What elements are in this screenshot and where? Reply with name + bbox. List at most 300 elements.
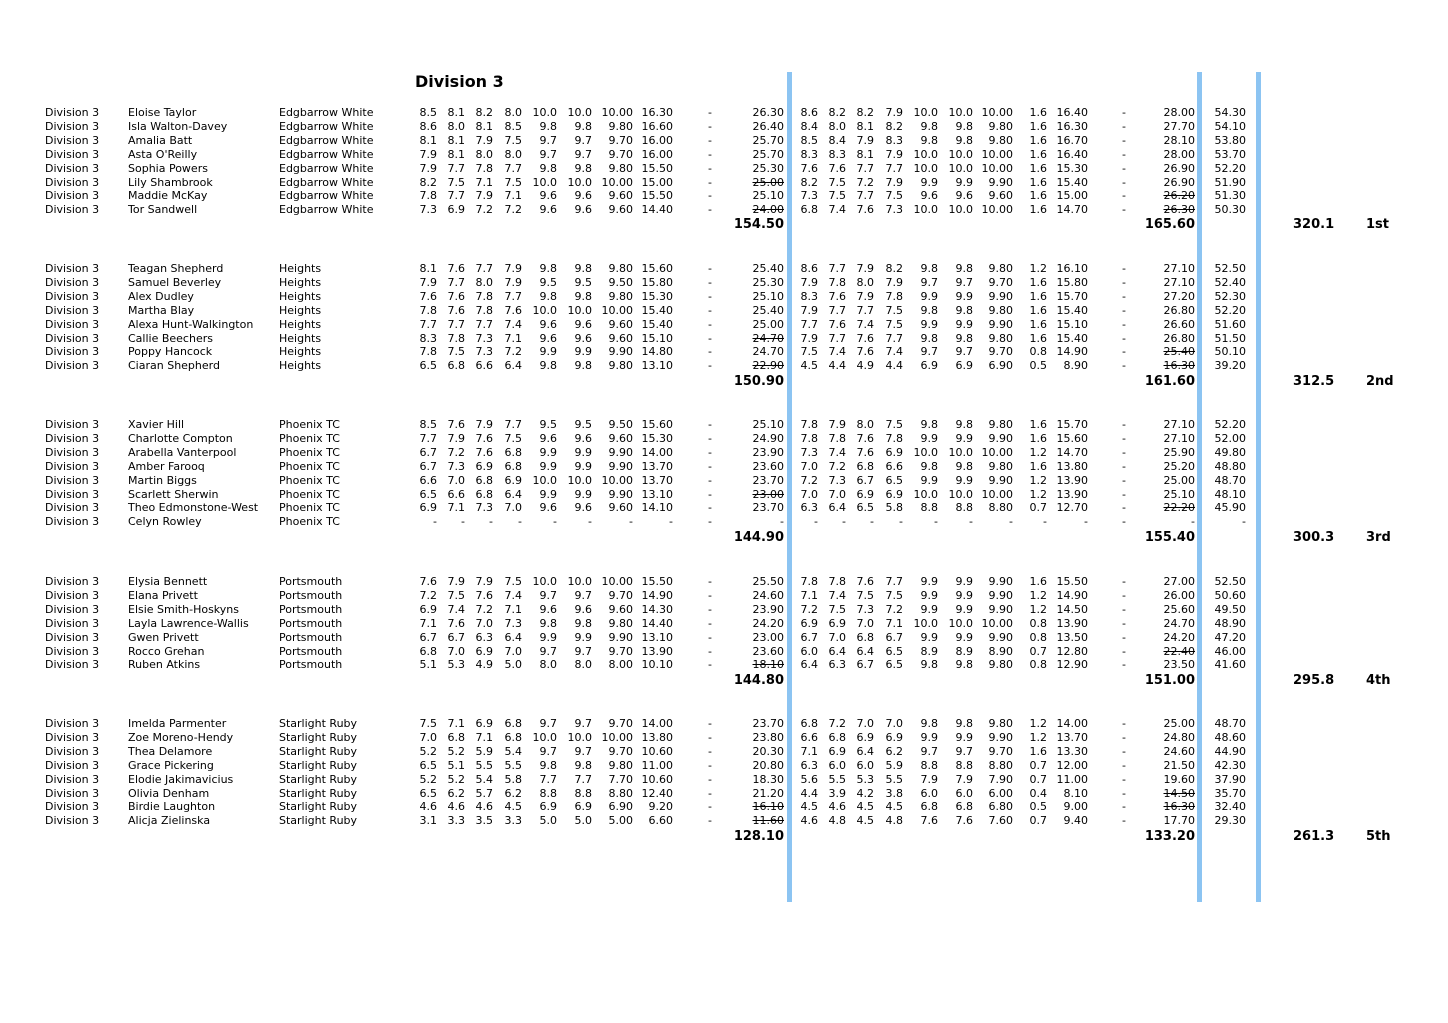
r1-score-1-cell: 6.7 <box>419 459 437 473</box>
r1-penalty-cell: - <box>708 262 712 275</box>
r1-score-4-cell: 8.0 <box>504 106 522 119</box>
r1-score-avg-cell: 10.00 <box>601 175 633 189</box>
r1-total-cell: 23.70 <box>752 473 784 487</box>
gymnast-cell: Elodie Jakimavicius <box>128 772 234 786</box>
r1-score-avg-cell: 8.00 <box>608 658 633 672</box>
r1-score-4-cell: 7.2 <box>504 345 522 359</box>
r2-score-6-cell: 7.6 <box>955 814 973 828</box>
r2-score-sum-cell: 14.70 <box>1056 445 1088 459</box>
r2-total-cell: 22.20 <box>1163 501 1195 515</box>
table-row <box>0 460 1448 474</box>
r1-score-6-cell: 9.6 <box>574 203 592 217</box>
r2-total-cell: 27.70 <box>1163 119 1195 133</box>
gymnast-cell: Celyn Rowley <box>128 515 202 529</box>
gymnast-cell: Ruben Atkins <box>128 658 201 672</box>
r2-penalty-cell: - <box>1122 445 1126 459</box>
r1-score-avg-cell: 9.60 <box>608 501 633 515</box>
r2-score-sum-cell: 14.00 <box>1056 717 1088 730</box>
round2-team-total: 155.40 <box>1144 530 1195 545</box>
r2-score-avg-cell: - <box>1009 515 1013 529</box>
r1-score-5-cell: 6.9 <box>539 800 557 814</box>
r1-score-avg-cell: 9.60 <box>608 317 633 331</box>
division-cell: Division 3 <box>45 203 100 217</box>
r1-score-1-cell: 3.1 <box>419 814 437 828</box>
r2-score-4-cell: 7.2 <box>885 602 903 616</box>
r1-score-2-cell: 7.7 <box>447 161 465 175</box>
r1-score-1-cell: 7.8 <box>419 303 437 317</box>
table-row <box>0 318 1448 332</box>
round1-team-total: 150.90 <box>733 374 784 389</box>
round2-team-total: 161.60 <box>1144 374 1195 389</box>
r2-score-2-cell: 7.6 <box>828 289 846 303</box>
r2-score-4-cell: 3.8 <box>885 786 903 800</box>
r2-score-sum-cell: 13.90 <box>1056 473 1088 487</box>
r1-score-sum-cell: 13.10 <box>641 359 673 373</box>
r1-score-3-cell: 7.9 <box>475 133 493 147</box>
r1-score-2-cell: 7.4 <box>447 602 465 616</box>
r2-score-avg-cell: 9.90 <box>988 730 1013 744</box>
r1-score-2-cell: 7.2 <box>447 445 465 459</box>
r2-score-sum-cell: 15.30 <box>1056 161 1088 175</box>
r1-penalty-cell: - <box>708 418 712 431</box>
r1-score-6-cell: 6.9 <box>574 800 592 814</box>
r2-bonus-cell: 0.5 <box>1029 800 1047 814</box>
r2-score-6-cell: 6.0 <box>955 786 973 800</box>
r2-score-4-cell: 6.7 <box>885 630 903 644</box>
r2-score-4-cell: 6.5 <box>885 658 903 672</box>
r1-score-1-cell: 5.2 <box>419 744 437 758</box>
r2-bonus-cell: 1.6 <box>1029 459 1047 473</box>
r1-score-3-cell: 8.0 <box>475 147 493 161</box>
table-row <box>0 575 1448 589</box>
r2-score-sum-cell: 15.60 <box>1056 431 1088 445</box>
r2-score-6-cell: 6.9 <box>955 359 973 373</box>
r1-score-sum-cell: - <box>669 515 673 529</box>
r1-score-6-cell: 9.8 <box>574 289 592 303</box>
r2-total-cell: 25.60 <box>1163 602 1195 616</box>
table-row <box>0 304 1448 318</box>
r2-score-6-cell: 9.8 <box>955 418 973 431</box>
r1-score-6-cell: 10.0 <box>567 106 592 119</box>
r2-score-5-cell: 10.0 <box>913 106 938 119</box>
r1-score-1-cell: 7.6 <box>419 575 437 588</box>
r2-score-5-cell: 7.6 <box>920 814 938 828</box>
combined-total-cell: 48.90 <box>1214 616 1246 630</box>
r2-bonus-cell: 1.6 <box>1029 289 1047 303</box>
r2-score-4-cell: 6.9 <box>885 487 903 501</box>
r2-score-1-cell: 7.6 <box>800 161 818 175</box>
r2-penalty-cell: - <box>1122 133 1126 147</box>
grand-team-total: 295.8 <box>1293 673 1335 688</box>
r2-score-avg-cell: 9.90 <box>988 175 1013 189</box>
r2-score-5-cell: 10.0 <box>913 147 938 161</box>
r1-score-avg-cell: 9.60 <box>608 431 633 445</box>
r2-score-6-cell: 9.8 <box>955 303 973 317</box>
r2-score-3-cell: 8.2 <box>856 106 874 119</box>
gymnast-cell: Asta O'Reilly <box>128 147 198 161</box>
gymnast-cell: Elana Privett <box>128 588 198 602</box>
r1-score-2-cell: 5.2 <box>447 744 465 758</box>
table-row <box>0 106 1448 120</box>
r1-score-4-cell: 7.1 <box>504 189 522 203</box>
r1-penalty-cell: - <box>708 459 712 473</box>
r1-score-4-cell: 7.0 <box>504 501 522 515</box>
r2-total-cell: 24.20 <box>1163 630 1195 644</box>
r1-score-avg-cell: 9.80 <box>608 161 633 175</box>
combined-total-cell: 51.60 <box>1214 317 1246 331</box>
r2-penalty-cell: - <box>1122 602 1126 616</box>
r1-score-sum-cell: 15.30 <box>641 431 673 445</box>
r2-total-cell: 27.10 <box>1163 262 1195 275</box>
club-cell: Portsmouth <box>279 602 343 616</box>
r2-score-sum-cell: 16.30 <box>1056 119 1088 133</box>
division-cell: Division 3 <box>45 630 100 644</box>
r1-score-3-cell: 8.1 <box>475 119 493 133</box>
division-cell: Division 3 <box>45 189 100 203</box>
r1-score-4-cell: 6.9 <box>504 473 522 487</box>
r2-score-3-cell: 4.5 <box>856 800 874 814</box>
r1-score-sum-cell: 16.30 <box>641 106 673 119</box>
club-cell: Heights <box>279 359 322 373</box>
r1-total-cell: 25.40 <box>752 262 784 275</box>
r1-score-2-cell: 3.3 <box>447 814 465 828</box>
r2-score-avg-cell: 9.70 <box>988 275 1013 289</box>
r2-score-4-cell: 5.8 <box>885 501 903 515</box>
r2-score-2-cell: 8.0 <box>828 119 846 133</box>
r1-score-4-cell: 6.8 <box>504 717 522 730</box>
r1-score-sum-cell: 14.00 <box>641 717 673 730</box>
r1-score-6-cell: 9.7 <box>574 147 592 161</box>
table-row <box>0 332 1448 346</box>
r2-bonus-cell: 1.2 <box>1029 445 1047 459</box>
r2-bonus-cell: 0.4 <box>1029 786 1047 800</box>
r2-bonus-cell: 1.2 <box>1029 487 1047 501</box>
r2-score-avg-cell: 7.90 <box>988 772 1013 786</box>
r2-score-1-cell: 6.7 <box>800 630 818 644</box>
table-row <box>0 589 1448 603</box>
r2-total-cell: 23.50 <box>1163 658 1195 672</box>
r1-score-6-cell: 9.7 <box>574 588 592 602</box>
r2-score-avg-cell: 9.80 <box>988 303 1013 317</box>
r1-score-avg-cell: 9.80 <box>608 359 633 373</box>
combined-total-cell: 52.50 <box>1214 262 1246 275</box>
gymnast-cell: Scarlett Sherwin <box>128 487 219 501</box>
club-cell: Portsmouth <box>279 630 343 644</box>
r1-score-2-cell: 5.3 <box>447 658 465 672</box>
r1-score-avg-cell: 9.70 <box>608 588 633 602</box>
r2-score-2-cell: 6.3 <box>828 658 846 672</box>
division-cell: Division 3 <box>45 303 100 317</box>
r1-penalty-cell: - <box>708 175 712 189</box>
r1-score-sum-cell: 14.30 <box>641 602 673 616</box>
r1-score-6-cell: 9.5 <box>574 275 592 289</box>
r2-score-3-cell: 7.6 <box>856 431 874 445</box>
r1-total-cell: 23.70 <box>752 501 784 515</box>
combined-total-cell: 50.60 <box>1214 588 1246 602</box>
r2-score-avg-cell: 9.80 <box>988 717 1013 730</box>
r1-score-4-cell: 5.5 <box>504 758 522 772</box>
r2-score-4-cell: 7.5 <box>885 418 903 431</box>
r1-score-2-cell: 8.1 <box>447 147 465 161</box>
r2-score-1-cell: 6.3 <box>800 758 818 772</box>
division-cell: Division 3 <box>45 119 100 133</box>
r2-total-cell: 26.20 <box>1163 189 1195 203</box>
r1-total-cell: 23.90 <box>752 602 784 616</box>
r2-score-sum-cell: 13.90 <box>1056 487 1088 501</box>
r2-total-cell: 27.10 <box>1163 431 1195 445</box>
r1-score-6-cell: 8.8 <box>574 786 592 800</box>
division-cell: Division 3 <box>45 487 100 501</box>
r1-score-sum-cell: 12.40 <box>641 786 673 800</box>
r2-score-avg-cell: 8.90 <box>988 644 1013 658</box>
r2-bonus-cell: 1.6 <box>1029 133 1047 147</box>
r1-score-avg-cell: 9.90 <box>608 630 633 644</box>
r2-penalty-cell: - <box>1122 331 1126 345</box>
r2-score-1-cell: 7.8 <box>800 575 818 588</box>
division-cell: Division 3 <box>45 418 100 431</box>
division-cell: Division 3 <box>45 133 100 147</box>
club-cell: Portsmouth <box>279 588 343 602</box>
r2-bonus-cell: 1.6 <box>1029 189 1047 203</box>
r1-score-6-cell: 9.6 <box>574 189 592 203</box>
r1-penalty-cell: - <box>708 658 712 672</box>
r1-score-3-cell: - <box>489 515 493 529</box>
r2-score-6-cell: 10.0 <box>948 147 973 161</box>
r1-score-sum-cell: 13.70 <box>641 459 673 473</box>
r2-score-4-cell: 6.2 <box>885 744 903 758</box>
round1-team-total: 144.90 <box>733 530 784 545</box>
r2-score-sum-cell: 13.80 <box>1056 459 1088 473</box>
division-cell: Division 3 <box>45 359 100 373</box>
r2-score-sum-cell: 15.40 <box>1056 175 1088 189</box>
r1-score-3-cell: 6.9 <box>475 644 493 658</box>
division-cell: Division 3 <box>45 800 100 814</box>
club-cell: Heights <box>279 275 322 289</box>
gymnast-cell: Ciaran Shepherd <box>128 359 220 373</box>
r2-score-2-cell: 8.2 <box>828 106 846 119</box>
r1-score-1-cell: 8.6 <box>419 119 437 133</box>
r2-bonus-cell: 1.6 <box>1029 431 1047 445</box>
r1-score-avg-cell: 9.60 <box>608 602 633 616</box>
r2-score-3-cell: 7.6 <box>856 345 874 359</box>
r2-score-avg-cell: 9.80 <box>988 418 1013 431</box>
r2-score-3-cell: 8.0 <box>856 275 874 289</box>
r1-score-1-cell: 7.9 <box>419 275 437 289</box>
r2-score-2-cell: 7.7 <box>828 303 846 317</box>
r2-score-3-cell: 6.9 <box>856 730 874 744</box>
r2-score-3-cell: 4.9 <box>856 359 874 373</box>
gymnast-cell: Martin Biggs <box>128 473 197 487</box>
r2-score-3-cell: 4.2 <box>856 786 874 800</box>
r2-score-4-cell: 7.3 <box>885 203 903 217</box>
table-row <box>0 515 1448 529</box>
r2-score-5-cell: 10.0 <box>913 203 938 217</box>
r2-bonus-cell: 1.6 <box>1029 317 1047 331</box>
r1-score-5-cell: 9.7 <box>539 744 557 758</box>
r1-score-4-cell: 6.8 <box>504 445 522 459</box>
r1-score-avg-cell: 9.60 <box>608 203 633 217</box>
club-cell: Phoenix TC <box>279 418 340 431</box>
r1-score-1-cell: 6.8 <box>419 644 437 658</box>
r1-score-1-cell: 6.6 <box>419 473 437 487</box>
r2-penalty-cell: - <box>1122 303 1126 317</box>
r2-score-5-cell: 9.6 <box>920 189 938 203</box>
r1-score-1-cell: 6.5 <box>419 359 437 373</box>
r2-score-2-cell: 7.5 <box>828 189 846 203</box>
r1-score-3-cell: 7.6 <box>475 445 493 459</box>
combined-total-cell: 37.90 <box>1214 772 1246 786</box>
r2-score-1-cell: 8.3 <box>800 147 818 161</box>
r2-score-1-cell: 4.5 <box>800 800 818 814</box>
r2-score-1-cell: 7.0 <box>800 487 818 501</box>
r1-score-avg-cell: 9.80 <box>608 262 633 275</box>
r2-score-2-cell: 7.6 <box>828 161 846 175</box>
r2-score-sum-cell: 8.90 <box>1063 359 1088 373</box>
r2-penalty-cell: - <box>1122 359 1126 373</box>
r2-bonus-cell: 0.7 <box>1029 501 1047 515</box>
r1-score-5-cell: 9.9 <box>539 345 557 359</box>
r2-score-3-cell: 6.4 <box>856 644 874 658</box>
r2-penalty-cell: - <box>1122 515 1126 529</box>
r2-bonus-cell: 0.8 <box>1029 630 1047 644</box>
r2-score-3-cell: 6.4 <box>856 744 874 758</box>
r2-score-2-cell: 6.0 <box>828 758 846 772</box>
r2-score-2-cell: 7.5 <box>828 175 846 189</box>
r1-score-avg-cell: 7.70 <box>608 772 633 786</box>
division-cell: Division 3 <box>45 730 100 744</box>
r2-score-2-cell: 7.6 <box>828 317 846 331</box>
r2-total-cell: 25.00 <box>1163 473 1195 487</box>
division-cell: Division 3 <box>45 106 100 119</box>
r2-score-4-cell: 7.8 <box>885 431 903 445</box>
club-cell: Phoenix TC <box>279 501 340 515</box>
r1-score-5-cell: 9.9 <box>539 445 557 459</box>
r2-score-4-cell: 5.9 <box>885 758 903 772</box>
grand-team-total: 312.5 <box>1293 374 1335 389</box>
r1-score-2-cell: 4.6 <box>447 800 465 814</box>
r2-bonus-cell: 1.6 <box>1029 161 1047 175</box>
r1-score-4-cell: - <box>518 515 522 529</box>
r1-score-5-cell: 9.9 <box>539 487 557 501</box>
r2-score-2-cell: 7.4 <box>828 445 846 459</box>
r1-score-5-cell: 9.5 <box>539 275 557 289</box>
r2-score-4-cell: 7.9 <box>885 175 903 189</box>
gymnast-cell: Thea Delamore <box>128 744 213 758</box>
r1-score-1-cell: 6.7 <box>419 630 437 644</box>
r1-score-5-cell: 8.0 <box>539 658 557 672</box>
r2-score-avg-cell: 10.00 <box>981 616 1013 630</box>
r2-score-4-cell: 7.0 <box>885 717 903 730</box>
r1-score-3-cell: 7.8 <box>475 161 493 175</box>
club-cell: Heights <box>279 289 322 303</box>
r2-score-avg-cell: 9.90 <box>988 473 1013 487</box>
r2-score-avg-cell: 9.90 <box>988 588 1013 602</box>
r1-score-3-cell: 7.1 <box>475 730 493 744</box>
r1-score-4-cell: 7.6 <box>504 303 522 317</box>
r1-score-sum-cell: 14.10 <box>641 501 673 515</box>
r1-score-1-cell: 6.9 <box>419 501 437 515</box>
r2-penalty-cell: - <box>1122 473 1126 487</box>
r1-score-5-cell: 9.8 <box>539 616 557 630</box>
r2-score-5-cell: 7.9 <box>920 772 938 786</box>
r2-score-5-cell: 8.8 <box>920 501 938 515</box>
r2-total-cell: 27.00 <box>1163 575 1195 588</box>
r1-total-cell: 24.00 <box>752 203 784 217</box>
r2-score-sum-cell: 13.70 <box>1056 730 1088 744</box>
r2-bonus-cell: 1.6 <box>1029 203 1047 217</box>
r2-score-3-cell: 5.3 <box>856 772 874 786</box>
r1-score-avg-cell: 9.90 <box>608 445 633 459</box>
r1-score-sum-cell: 14.00 <box>641 445 673 459</box>
r1-score-sum-cell: 10.60 <box>641 772 673 786</box>
r2-score-sum-cell: 12.00 <box>1056 758 1088 772</box>
table-row <box>0 617 1448 631</box>
r1-penalty-cell: - <box>708 800 712 814</box>
club-cell: Starlight Ruby <box>279 744 358 758</box>
r2-score-1-cell: 6.8 <box>800 717 818 730</box>
r1-total-cell: 26.40 <box>752 119 784 133</box>
r2-score-4-cell: 7.4 <box>885 345 903 359</box>
r1-score-sum-cell: 15.80 <box>641 275 673 289</box>
table-row <box>0 176 1448 190</box>
r1-score-avg-cell: 9.70 <box>608 717 633 730</box>
r2-score-2-cell: 7.5 <box>828 602 846 616</box>
r2-penalty-cell: - <box>1122 658 1126 672</box>
r2-score-sum-cell: 15.40 <box>1056 303 1088 317</box>
gymnast-cell: Imelda Parmenter <box>128 717 227 730</box>
r1-score-1-cell: 8.1 <box>419 262 437 275</box>
combined-total-cell: 48.10 <box>1214 487 1246 501</box>
r1-score-3-cell: 8.2 <box>475 106 493 119</box>
r2-score-1-cell: 4.5 <box>800 359 818 373</box>
r2-score-5-cell: 9.9 <box>920 175 938 189</box>
club-cell: Starlight Ruby <box>279 814 358 828</box>
r2-score-sum-cell: 12.90 <box>1056 658 1088 672</box>
r1-score-5-cell: 9.8 <box>539 161 557 175</box>
r2-score-avg-cell: 10.00 <box>981 445 1013 459</box>
table-row <box>0 290 1448 304</box>
division-cell: Division 3 <box>45 644 100 658</box>
r1-score-3-cell: 6.3 <box>475 630 493 644</box>
table-row <box>0 800 1448 814</box>
r1-total-cell: 16.10 <box>752 800 784 814</box>
r1-score-5-cell: 9.9 <box>539 630 557 644</box>
r1-score-4-cell: 7.2 <box>504 203 522 217</box>
r1-score-4-cell: 7.0 <box>504 644 522 658</box>
r1-penalty-cell: - <box>708 501 712 515</box>
r2-bonus-cell: 1.2 <box>1029 602 1047 616</box>
r1-penalty-cell: - <box>708 473 712 487</box>
r2-score-2-cell: 7.4 <box>828 588 846 602</box>
r2-bonus-cell: 0.8 <box>1029 616 1047 630</box>
r2-score-1-cell: 8.2 <box>800 175 818 189</box>
r1-score-6-cell: 9.7 <box>574 644 592 658</box>
r1-score-6-cell: 9.6 <box>574 331 592 345</box>
division-cell: Division 3 <box>45 588 100 602</box>
r1-score-6-cell: 9.8 <box>574 119 592 133</box>
r1-score-3-cell: 7.1 <box>475 175 493 189</box>
r2-bonus-cell: 1.6 <box>1029 106 1047 119</box>
r1-penalty-cell: - <box>708 119 712 133</box>
r1-score-3-cell: 5.7 <box>475 786 493 800</box>
r2-score-avg-cell: 6.00 <box>988 786 1013 800</box>
combined-total-cell: 48.70 <box>1214 473 1246 487</box>
r1-score-sum-cell: 15.50 <box>641 189 673 203</box>
gymnast-cell: Lily Shambrook <box>128 175 213 189</box>
combined-total-cell: 52.20 <box>1214 161 1246 175</box>
r2-total-cell: 26.00 <box>1163 588 1195 602</box>
r1-score-4-cell: 6.4 <box>504 359 522 373</box>
